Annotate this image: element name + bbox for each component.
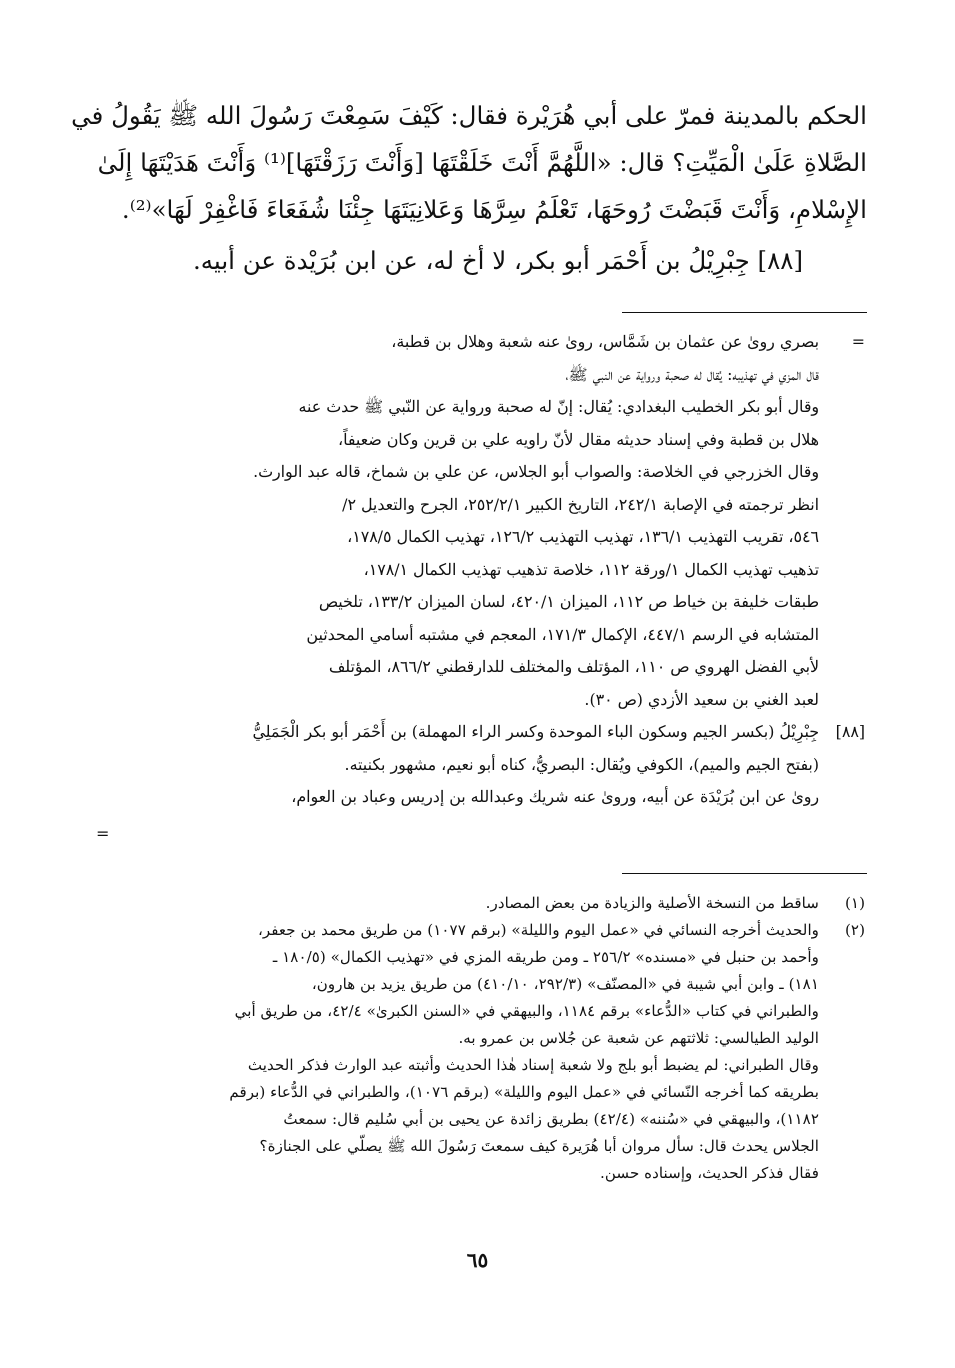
page-number: ٦٥ [466,1248,489,1272]
footnote-mark: (٢) [844,921,865,939]
main-text-line: الصَّلاةِ عَلَىٰ الْمَيِّتِ؟ قال: «اللَّهُمَّ أَنْتَ خَلَقْتَهَا [وَأَنْتَ رَزَقْتَهَا]⁽¹⁾ وَأَنْتَ هَدَيْتَهَا إِلَىٰ [97,148,867,177]
footnote-mark: (١) [844,894,865,912]
continuation-end-mark: = [96,824,110,843]
commentary-line: هلال بن قطبة وفي إسناد حديثه مقال لأنّ راويه علي بن قرين وكان ضعيفاً، [337,429,819,449]
commentary-line: لعبد الغني بن سعيد الأزدي (ص ٣٠). [584,689,819,709]
footnote [80,917,865,1187]
commentary-line: (بفتح الجيم والميم)، الكوفي ويُقال: البصريُّ، كناه أبو نعيم، مشهور بكنيته. [344,754,819,774]
main-text-line: الإِسْلامِ، وَأَنْتَ قَبَضْتَ رُوحَهَا، تَعْلَمُ سِرَّهَا وَعَلانِيَتَهَا جِئْنَا شُفَعَاءَ فَاغْفِرْ لَهَا»⁽²⁾. [121,195,867,224]
commentary-line: جِبْرِيْلُ (بكسر الجيم وسكون الباء الموحدة وكسر الراء المهملة) بن أَحْمَر أبو بكر الْجَمَلِيُّ [252,722,819,741]
footnote-line: والطبراني في كتاب «الدُّعاء» برقم ١١٨٤، والبيهقي في «السنن الكبرىٰ» ٤٢/٤، من طريق أبي [234,1002,819,1020]
footnote-separator [622,873,867,874]
commentary-line: لأبي الفضل الهروي ص ١١٠، المؤتلف والمختلف للدارقطني ٨٦٦/٢، المؤتلف [328,657,819,676]
commentary-line: وقال الخزرجي في الخلاصة: والصواب أبو الجلاس، عن علي بن شماخ، قاله عبد الوارث. [253,462,819,481]
footnote-line: بطريقه كما أخرجه النّسائي في «عمل اليوم والليلة» (برقم ١٠٧٦)، والطبراني في الدُّعاء (برقم [229,1083,819,1101]
main-text-line: الحكم بالمدينة فمرّ على أبي هُرَيْرة فقال: كَيْفَ سَمِعْتَ رَسُولَ الله ﷺ يَقُولُ في [71,101,867,130]
commentary-entry-88 [80,716,865,814]
footnote-separator [622,312,867,313]
commentary-line: ٥٤٦، تقريب التهذيب ١٣٦/١، تهذيب التهذيب ١٢٦/٢، تهذيب الكمال ١٧٨/٥، [347,527,819,546]
footnote-line: وقال الطبراني: لم يضبط أبو بلج ولا شعبة إسناد هٰذا الحديث وأثبته عبد الوارث فذكر الحديث [247,1056,819,1074]
entry-number: [٨٨] [835,722,865,741]
commentary-line: تذهيب تهذيب الكمال ١/ورقة ١١٢، خلاصة تذهيب تهذيب الكمال ١٧٨/١، [363,559,819,579]
commentary-line: قال المزي في تهذيبه: يُقال له صحبة ورواية عن النبي ﷺ، [565,364,819,384]
footnote-line: ١١٨٢)، والبيهقي في «سُننه» (٤٢/٤) بطريق زائدة عن يحيى بن أبي سُليم قال: سمعتُ [283,1110,819,1128]
footnote-line: وأحمد بن حنبل في «مسنده» ٢٥٦/٢ ـ ومن طريقه المزي في «تهذيب الكمال» (١٨٠/٥ ـ [272,948,819,966]
footnote [80,890,865,917]
footnote-line: ١٨١) ـ وابن أبي شيبة في «المصنّف» (٢٩٢/٣، ٤١٠/١٠) من طريق يزيد بن هارون، [311,975,819,993]
commentary-line: بصري روىٰ عن عثمان بن شَمَّاس، روىٰ عنه شعبة وهلال بن قطبة، [391,332,819,351]
footnotes [80,890,865,1187]
commentary-line: طبقات خليفة بن خياط ص ١١٢، الميزان ٤٢٠/١، لسان الميزان ١٣٣/٢، تلخيص [318,592,819,611]
commentary-line: وقال أبو بكر الخطيب البغدادي: يُقال: إنّ له صحبة ورواية عن النّبي ﷺ حدث عنه [298,397,819,416]
commentary-line: المتشابه في الرسم ٤٤٧/١، الإكمال ١٧١/٣، المعجم في مشتبه أسامي المحدثين [306,624,819,644]
commentary-continuation [80,326,865,716]
footnote-line: الوليد الطيالسي: ثلاثتهم عن شعبة عن جُلاس بن عمرو به. [458,1029,819,1047]
commentary-section [80,326,865,814]
main-text [71,92,867,284]
footnote-line: الجلاس يحدث قال: سأل مروان أبا هُرَيرة كيف سمعتَ رَسُولَ الله ﷺ يصلّي على الجنازة؟ [259,1137,819,1155]
continuation-mark: = [851,332,865,351]
footnote-line: والحديث أخرجه النسائي في «عمل اليوم والليلة» (برقم ١٠٧٧) من طريق محمد بن جعفر، [257,921,819,939]
footnote-line: ساقط من النسخة الأصلية والزيادة من بعض المصادر. [485,894,819,912]
commentary-line: روىٰ عن ابن بُرَيْدَة عن أبيه، وروىٰ عنه شريك وعبدالله بن إدريس وعباد بن العوام، [291,787,819,806]
commentary-line: انظر ترجمته في الإصابة ٢٤٢/١، التاريخ الكبير ٢٥٢/٢/١، الجرح والتعديل ٢/ [342,494,819,514]
footnote-line: فقال فذكر الحديث، وإسناده حسن. [600,1164,819,1182]
entry-88-heading: [٨٨] جِبْرِيْلُ بن أَحْمَر أبو بكر، لا أخ له، عن ابن بُرَيْدة عن أبيه. [193,246,803,275]
